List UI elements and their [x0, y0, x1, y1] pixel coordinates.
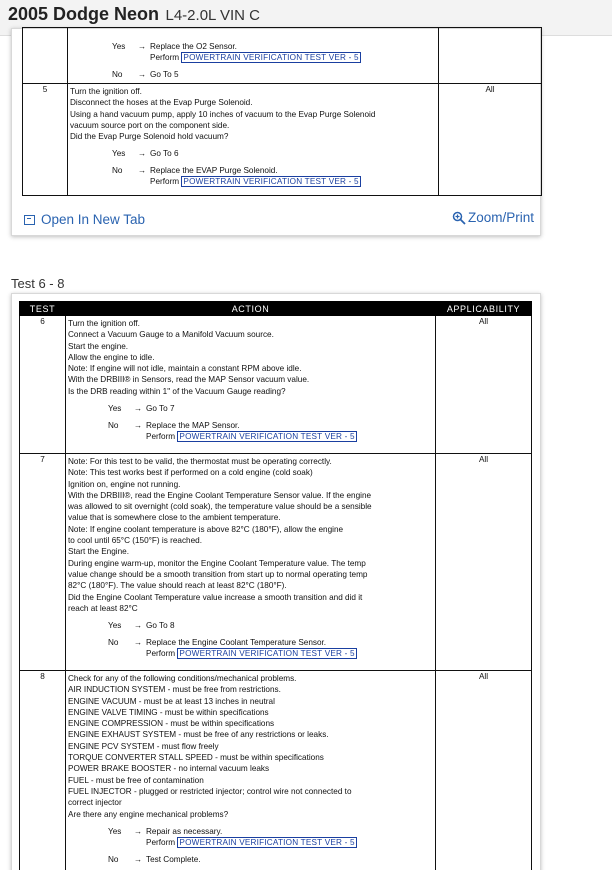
- table-header: [20, 302, 532, 316]
- applicability-cell: All: [439, 84, 542, 196]
- section-title: Test 6 - 8: [11, 276, 65, 291]
- applicability-cell: All: [436, 316, 532, 454]
- applicability-cell: All: [436, 454, 532, 671]
- procedure-table-2: [19, 301, 532, 870]
- verification-test-link[interactable]: POWERTRAIN VERIFICATION TEST VER - 5: [183, 177, 359, 187]
- column-header-action: ACTION: [66, 302, 436, 316]
- open-new-tab-link[interactable]: Open In New Tab: [24, 212, 145, 227]
- test-number: 6: [20, 316, 66, 454]
- verification-test-link[interactable]: POWERTRAIN VERIFICATION TEST VER - 5: [179, 837, 355, 847]
- procedure-table-1: [22, 27, 542, 196]
- verification-test-link[interactable]: POWERTRAIN VERIFICATION TEST VER - 5: [179, 649, 355, 659]
- table-row: 6 Turn the ignition off. Connect a Vacuum Gauge to a Manifold Vacuum source. Start the engine. Allow the engine to idle. Note: If engine will not idle, maintain a constant RPM above idle. With the DRBIII® in Sensors, read the MAP Sensor vacuum value. Is the DRB reading within 1" of the Vacuum Gauge reading? Yes → Go To 7 No → Replace the MAP Sensor. Perform POWERTRAIN VERIFICATION TEST VER - 5 All: [20, 316, 532, 454]
- zoom-icon: [452, 211, 466, 225]
- test-number: 7: [20, 454, 66, 671]
- engine-subtitle: L4-2.0L VIN C: [165, 7, 260, 24]
- table-row: 7 Note: For this test to be valid, the thermostat must be operating correctly. Note: This test works best if performed on a cold engine (cold soak) Ignition on, engine not running. With the DRBIII®, read the Engine Coolant Temperature Sensor value. If the engine was allowed to sit overnight (cold soak), the temperature value should be a sensible value that is somewhere close to the ambient temperature. Note: If engine coolant temperature is above 82°C (180°F), allow the engine to cool until 65°C (150°F) is reached. Start the Engine. During engine warm-up, monitor the Engine Coolant Temperature value. The temp value change should be a smooth transition from start up to normal operating temp 82°C (180°F). The value should reach at least 82°C (180°F). Did the Engine Coolant Temperature value increase a smooth transition and did it reach at least 82°C Yes → Go To 8 No → Replace the Engine Coolant Temperature Sensor. Perform POWERTRAIN VERIFICATION TEST VER - 5 All: [20, 454, 532, 671]
- zoom-print-link[interactable]: Zoom/Print: [452, 210, 534, 225]
- column-header-test: TEST: [20, 302, 66, 316]
- table-row: 5 Turn the ignition off. Disconnect the hoses at the Evap Purge Solenoid. Using a hand vacuum pump, apply 10 inches of vacuum to the Evap Purge Solenoid vacuum source port on the component side. Did the Evap Purge Solenoid hold vacuum? Yes → Go To 6 No → Replace the EVAP Purge Solenoid. Perform POWERTRAIN VERIFICATION TEST VER - 5 All: [23, 84, 542, 196]
- applicability-cell: All: [436, 671, 532, 870]
- table-row: 8 Check for any of the following conditions/mechanical problems. AIR INDUCTION SYSTEM - must be free from restrictions. ENGINE VACUUM - must be at least 13 inches in neutral ENGINE VALVE TIMING - must be within specifications ENGINE COMPRESSION - must be within specifications ENGINE EXHAUST SYSTEM - must be free of any restrictions or leaks. ENGINE PCV SYSTEM - must flow freely TORQUE CONVERTER STALL SPEED - must be within specifications POWER BRAKE BOOSTER - no internal vacuum leaks FUEL - must be free of contamination FUEL INJECTOR - plugged or restricted injector; control wire not connected to correct injector Are there any engine mechanical problems? Yes → Repair as necessary. Perform POWERTRAIN VERIFICATION TEST VER - 5 No → Test Complete. All: [20, 671, 532, 870]
- verification-test-link[interactable]: POWERTRAIN VERIFICATION TEST VER - 5: [179, 432, 355, 442]
- open-new-tab-icon: [24, 215, 35, 225]
- column-header-applicability: APPLICABILITY: [436, 302, 532, 316]
- vehicle-title: 2005 Dodge Neon: [8, 4, 160, 24]
- test-number: 5: [23, 84, 68, 196]
- procedure-card-2: [11, 293, 541, 870]
- verification-test-link[interactable]: POWERTRAIN VERIFICATION TEST VER - 5: [183, 53, 359, 62]
- table-row-fragment: Yes → Replace the O2 Sensor. Perform POWERTRAIN VERIFICATION TEST VER - 5 No → Go To 5: [23, 28, 542, 84]
- card-footer: [12, 205, 540, 235]
- test-number: 8: [20, 671, 66, 870]
- procedure-card-1: [11, 28, 541, 236]
